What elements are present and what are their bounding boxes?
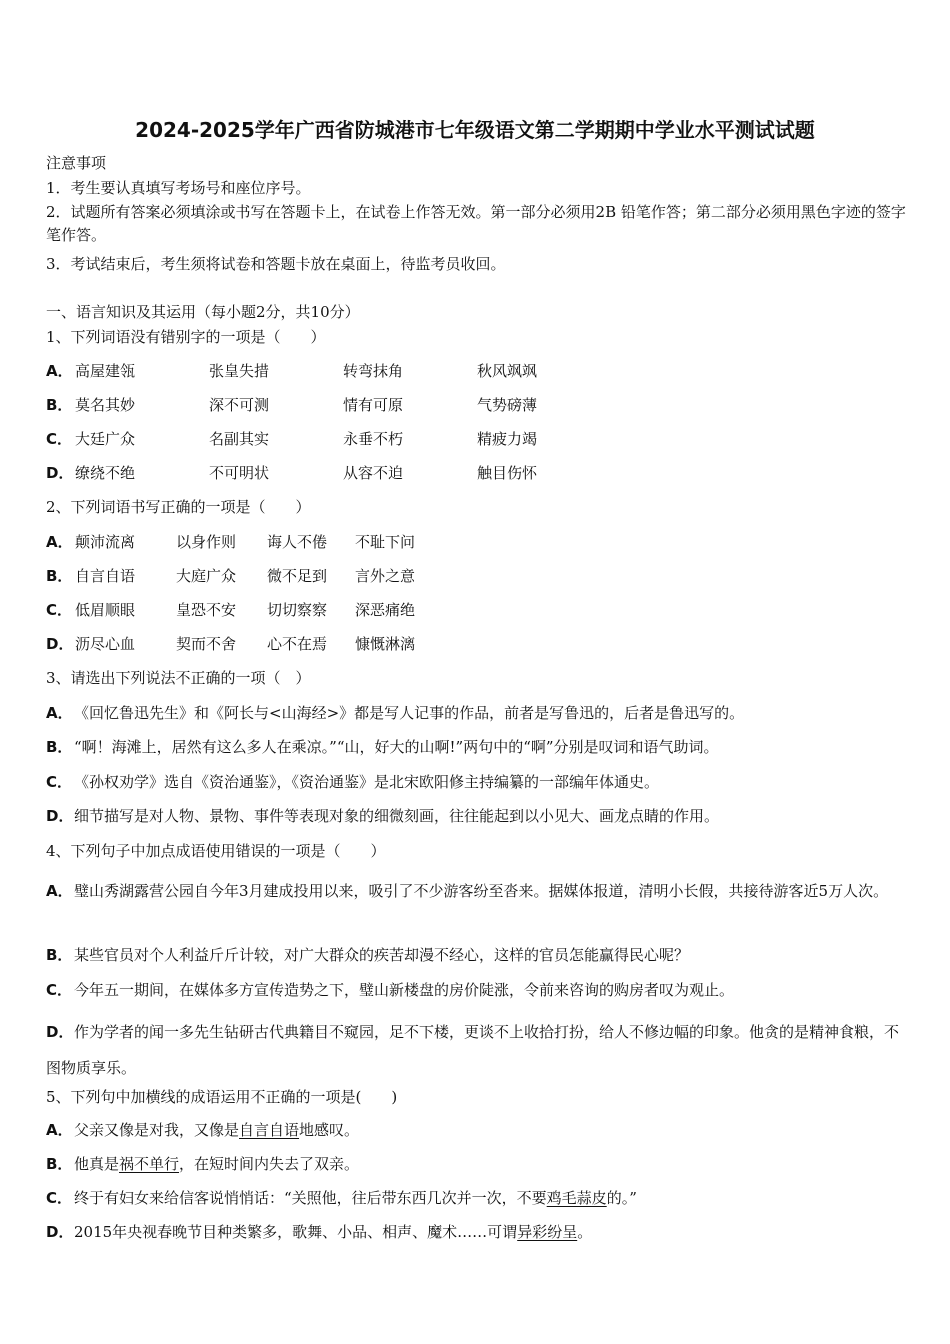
- option-label: A．: [46, 704, 73, 722]
- option-label: A．: [46, 362, 73, 380]
- option-text: 今年五一期间，在媒体多方宣传造势之下，璧山新楼盘的房价陡涨，令前来咨询的购房者叹为观止。: [74, 981, 735, 999]
- q1-b-word-1: 莫名其妙: [75, 396, 136, 414]
- option-label: C．: [46, 981, 73, 999]
- option-label: C．: [46, 430, 73, 448]
- underlined-idiom: 祸不单行: [119, 1155, 180, 1173]
- option-label: A．: [46, 882, 73, 900]
- option-label: D．: [46, 635, 74, 653]
- option-text: 《孙权劝学》选自《资治通鉴》，《资治通鉴》是北宋欧阳修主持编纂的一部编年体通史。: [74, 773, 660, 791]
- option-label: C．: [46, 773, 73, 791]
- q1-option-c[interactable]: [46, 428, 74, 449]
- option-text: 某些官员对个人利益斤斤计较，对广大群众的疾苦却漫不经心，这样的官员怎能赢得民心呢？: [74, 946, 690, 964]
- notice-item-3: 3．考试结束后，考生须将试卷和答题卡放在桌面上，待监考员收回。: [46, 255, 506, 273]
- option-label: B．: [46, 567, 73, 585]
- q4-option-a[interactable]: [46, 873, 906, 909]
- q2-c-word-3: 切切察察: [267, 601, 328, 619]
- q5-option-d[interactable]: [46, 1221, 592, 1242]
- question-5-stem: 5、下列句中加横线的成语运用不正确的一项是( ): [46, 1088, 398, 1106]
- q2-option-b[interactable]: [46, 565, 74, 586]
- option-label: D．: [46, 464, 74, 482]
- option-label: B．: [46, 738, 73, 756]
- q2-c-word-2: 皇恐不安: [176, 601, 237, 619]
- option-label: C．: [46, 601, 73, 619]
- option-label: B．: [46, 946, 73, 964]
- q2-b-word-2: 大庭广众: [176, 567, 237, 585]
- q1-option-a[interactable]: [46, 360, 74, 381]
- option-label: D．: [46, 1023, 74, 1041]
- option-text-post: 地感叹。: [299, 1121, 360, 1139]
- q3-option-b[interactable]: [46, 736, 719, 757]
- exam-title: 2024-2025学年广西省防城港市七年级语文第二学期期中学业水平测试试题: [135, 118, 815, 142]
- question-4-stem: 4、下列句子中加点成语使用错误的一项是（ ）: [46, 842, 386, 860]
- q5-option-b[interactable]: [46, 1153, 359, 1174]
- q2-b-word-4: 言外之意: [355, 567, 416, 585]
- option-label: C．: [46, 1189, 73, 1207]
- option-text-pre: 父亲又像是对我，又像是: [74, 1121, 240, 1139]
- q4-option-d[interactable]: [46, 1014, 906, 1086]
- q2-d-word-4: 慷慨淋漓: [355, 635, 416, 653]
- q1-c-word-1: 大廷广众: [75, 430, 136, 448]
- q1-c-word-2: 名副其实: [209, 430, 270, 448]
- notice-heading: 注意事项: [46, 154, 107, 172]
- notice-item-2: 2．试题所有答案必须填涂或书写在答题卡上，在试卷上作答无效。第一部分必须用2B 铅笔作答；第二部分必须用黑色字迹的签字笔作答。: [46, 203, 906, 244]
- q2-c-word-4: 深恶痛绝: [355, 601, 416, 619]
- q1-b-word-3: 情有可原: [343, 396, 404, 414]
- q1-d-word-4: 触目伤怀: [477, 464, 538, 482]
- q1-a-word-4: 秋风飒飒: [477, 362, 538, 380]
- notice-item-1: 1．考生要认真填写考场号和座位序号。: [46, 179, 311, 197]
- q1-d-word-1: 缭绕不绝: [75, 464, 136, 482]
- option-text-post: ，在短时间内失去了双亲。: [179, 1155, 360, 1173]
- q1-a-word-1: 高屋建瓴: [75, 362, 136, 380]
- option-text-post: 。: [577, 1223, 593, 1241]
- option-label: D．: [46, 807, 74, 825]
- q1-d-word-3: 从容不迫: [343, 464, 404, 482]
- option-text: 作为学者的闻一多先生钻研古代典籍目不窥园，足不下楼，更谈不上收拾打扮，给人不修边幅的印象。他贪的是精神食粮，不图物质享乐。: [46, 1023, 900, 1077]
- underlined-idiom: 异彩纷呈: [517, 1223, 578, 1241]
- q2-d-word-3: 心不在焉: [267, 635, 328, 653]
- option-text-pre: 2015年央视春晚节目种类繁多，歌舞、小品、相声、魔术……可谓: [74, 1223, 518, 1241]
- q2-option-d[interactable]: [46, 633, 74, 654]
- q2-b-word-3: 微不足到: [267, 567, 328, 585]
- q2-a-word-1: 颠沛流离: [75, 533, 136, 551]
- option-label: A．: [46, 533, 73, 551]
- q2-d-word-2: 契而不舍: [176, 635, 237, 653]
- option-text: 细节描写是对人物、景物、事件等表现对象的细微刻画，往往能起到以小见大、画龙点睛的作用。: [74, 807, 720, 825]
- q1-c-word-4: 精疲力竭: [477, 430, 538, 448]
- option-text-pre: 终于有妇女来给信客说悄悄话：“关照他，往后带东西几次并一次，不要: [74, 1189, 547, 1207]
- q1-c-word-3: 永垂不朽: [343, 430, 404, 448]
- option-text-pre: 他真是: [74, 1155, 120, 1173]
- underlined-idiom: 鸡毛蒜皮: [546, 1189, 607, 1207]
- question-2-stem: 2、下列词语书写正确的一项是（ ）: [46, 498, 311, 516]
- q4-option-c[interactable]: [46, 979, 734, 1000]
- option-text: “啊！海滩上，居然有这么多人在乘凉。”“山，好大的山啊!”两句中的“啊”分别是叹词和语气助词。: [74, 738, 719, 756]
- option-text-post: 的。”: [606, 1189, 637, 1207]
- q5-option-c[interactable]: [46, 1187, 637, 1208]
- underlined-idiom: 自言自语: [239, 1121, 300, 1139]
- q5-option-a[interactable]: [46, 1119, 359, 1140]
- q1-d-word-2: 不可明状: [209, 464, 270, 482]
- q2-option-c[interactable]: [46, 599, 74, 620]
- q2-a-word-3: 诲人不倦: [267, 533, 328, 551]
- q1-option-d[interactable]: [46, 462, 74, 483]
- q2-a-word-4: 不耻下问: [355, 533, 416, 551]
- section-heading: 一、语言知识及其运用（每小题2分，共10分）: [46, 303, 360, 321]
- option-text: 《回忆鲁迅先生》和《阿长与<山海经>》都是写人记事的作品，前者是写鲁迅的，后者是鲁迅写的。: [74, 704, 745, 722]
- q3-option-a[interactable]: [46, 702, 744, 723]
- q1-a-word-2: 张皇失措: [209, 362, 270, 380]
- question-1-stem: 1、下列词语没有错别字的一项是（ ）: [46, 328, 326, 346]
- q1-b-word-4: 气势磅薄: [477, 396, 538, 414]
- question-3-stem: 3、请选出下列说法不正确的一项（ ）: [46, 669, 311, 687]
- option-label: B．: [46, 396, 73, 414]
- option-label: B．: [46, 1155, 73, 1173]
- q2-a-word-2: 以身作则: [176, 533, 237, 551]
- option-label: D．: [46, 1223, 74, 1241]
- q1-b-word-2: 深不可测: [209, 396, 270, 414]
- q2-c-word-1: 低眉顺眼: [75, 601, 136, 619]
- option-label: A．: [46, 1121, 73, 1139]
- q1-option-b[interactable]: [46, 394, 74, 415]
- q3-option-d[interactable]: [46, 805, 719, 826]
- q4-option-b[interactable]: [46, 944, 689, 965]
- q1-a-word-3: 转弯抹角: [343, 362, 404, 380]
- q2-b-word-1: 自言自语: [75, 567, 136, 585]
- q3-option-c[interactable]: [46, 771, 659, 792]
- q2-d-word-1: 沥尽心血: [75, 635, 136, 653]
- option-text: 璧山秀湖露营公园自今年3月建成投用以来，吸引了不少游客纷至沓来。据媒体报道，清明小长假，共接待游客近5万人次。: [74, 882, 889, 900]
- q2-option-a[interactable]: [46, 531, 74, 552]
